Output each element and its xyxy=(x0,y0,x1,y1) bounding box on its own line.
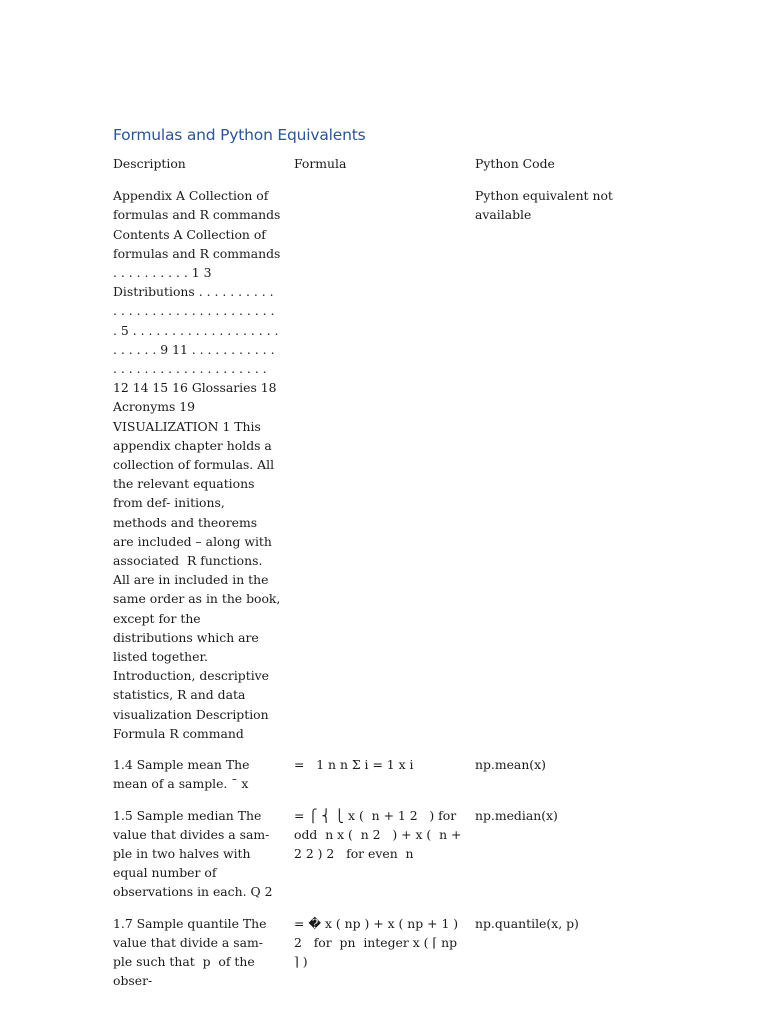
row-python-code: np.mean(x) xyxy=(475,757,546,773)
column-header-formula: Formula xyxy=(294,156,347,171)
row-description: Appendix A Collection of formulas and R commands Contents A Collection of formulas and R commands . . . . . . . . . . 1 3 Distributions . . . . . . . . . . . . . . . . . . . . . . . . . . . . . . . . 5 . . . . . . . . . . . . . . . . . . . . . . . . . 9 11 . . . . . . . . . . . . . . . . . . . . . . . . . . . . . . . 12 14 15 16 Glossaries 18 Acronyms 19 VISUALIZATION 1 This appendix chapter holds a collection of formulas. All the relevant equations from def- initions, methods and theorems are included – along with associated R functions. All are in included in the same order as in the book, except for the distributions which are listed together. Introduction, descriptive statistics, R and data visualization Description Formula R command xyxy=(113,188,285,741)
table-row xyxy=(113,755,633,793)
row-python-code: np.median(x) xyxy=(475,807,558,823)
table-row xyxy=(113,186,633,743)
column-header-python: Python Code xyxy=(475,156,555,171)
row-formula: = 1 n n Σ i = 1 x i xyxy=(294,757,414,773)
row-description: 1.4 Sample mean The mean of a sample. ¯ x xyxy=(113,757,254,792)
column-header-description: Description xyxy=(113,156,186,171)
row-formula: = � x ( np ) + x ( np + 1 ) 2 for pn integer x ( ⌈ np ⌉ ) xyxy=(294,915,463,969)
row-formula xyxy=(294,186,462,743)
row-python-code: Python equivalent not available xyxy=(475,188,617,223)
table-header-row xyxy=(113,154,633,173)
row-description: 1.5 Sample median The value that divides a sam- ple in two halves with equal number of observations in each. Q 2 xyxy=(113,807,274,900)
table-row xyxy=(113,914,633,991)
row-formula: = ⎧ ⎨ ⎩ x ( n + 1 2 ) for odd n x ( n 2 ) + x ( n + 2 2 ) 2 for even n xyxy=(294,807,466,861)
row-description: 1.7 Sample quantile The value that divide a sam- ple such that p of the obser- xyxy=(113,915,271,989)
document-page xyxy=(113,124,633,1002)
row-python-code: np.quantile(x, p) xyxy=(475,915,579,931)
table-row xyxy=(113,806,633,902)
document-title: Formulas and Python Equivalents xyxy=(113,126,366,144)
